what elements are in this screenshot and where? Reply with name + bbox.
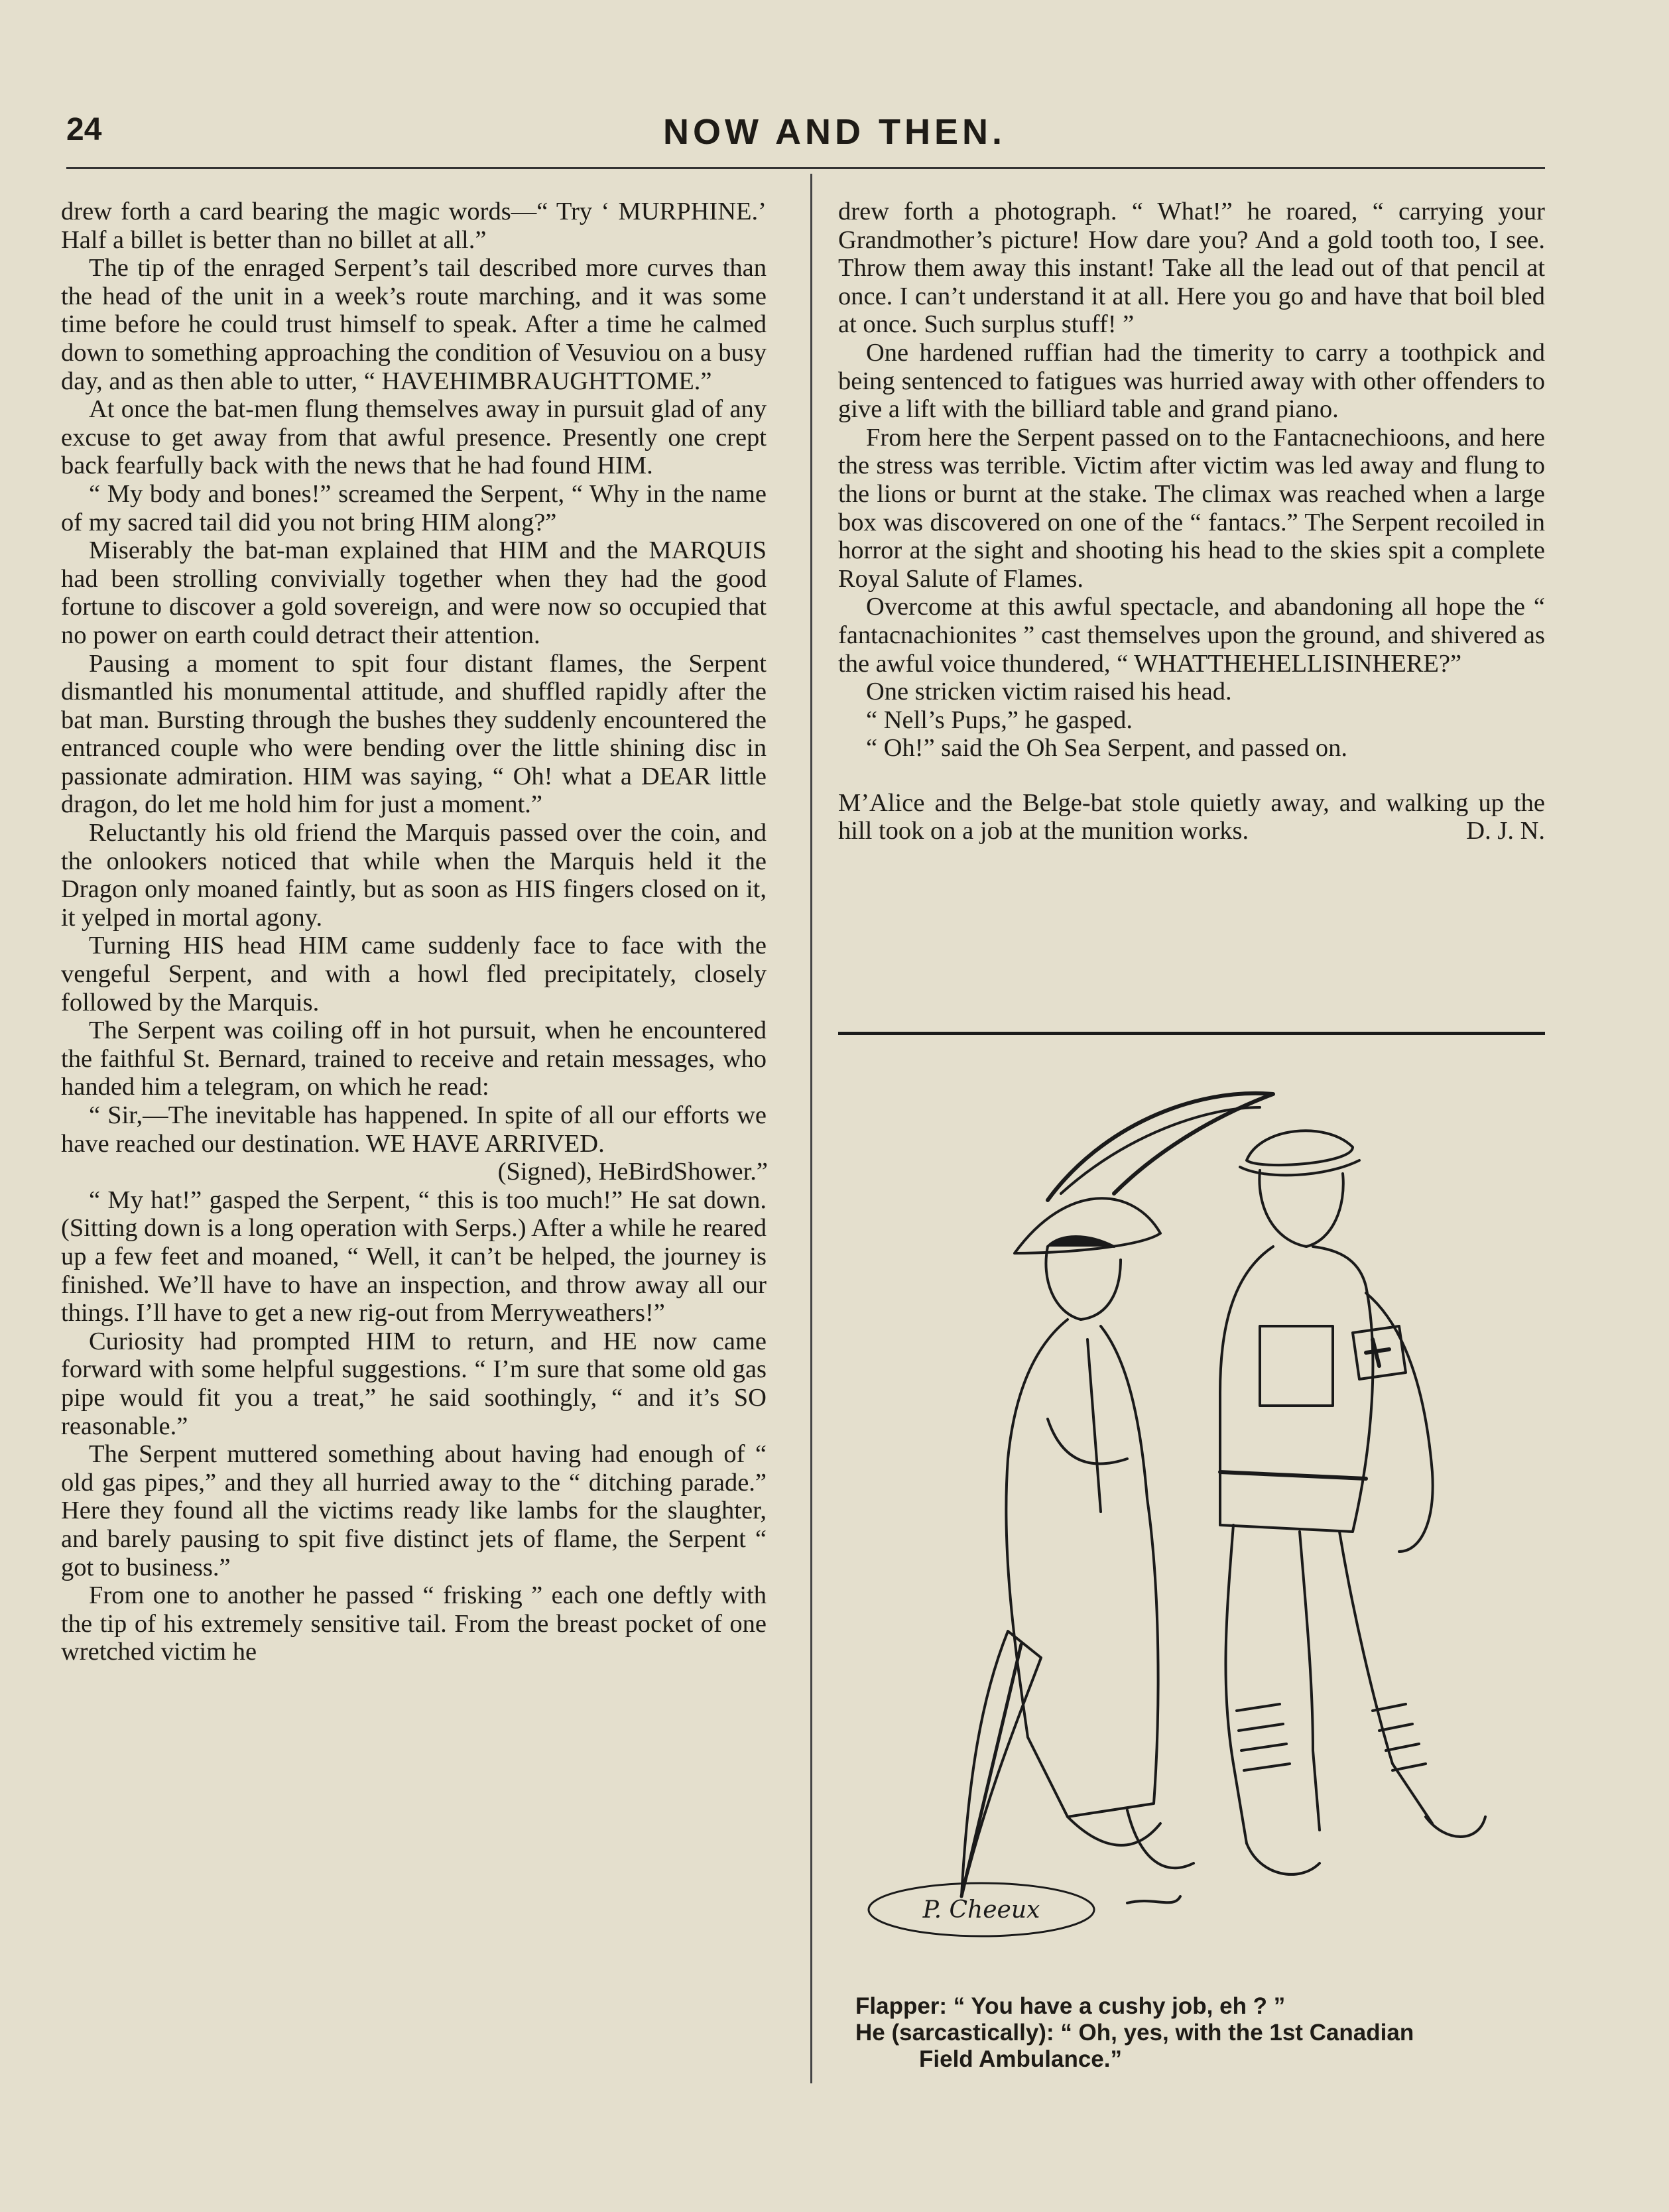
paragraph: One stricken victim raised his head. — [866, 678, 1232, 706]
caption-line: Field Ambulance.” — [919, 2046, 1122, 2072]
paragraph: The Serpent was coiling off in hot pursuit, when he encountered the faithful St. Bernard, trained to receive and retain messages, who handed him a telegram, on which he read: — [61, 1016, 767, 1101]
paragraph: Curiosity had prompted HIM to return, and HE now came forward with some helpful suggestions. “ I’m sure that some old gas pipe would fit you a treat,” he said soothingly, “ and it’s SO reasonable.” — [61, 1327, 767, 1440]
paragraph: One hardened ruffian had the timerity to carry a toothpick and being sentenced to fatigues was hurried away with other offenders to give a lift with the billiard table and grand piano. — [838, 338, 1545, 424]
paragraph: drew forth a photograph. “ What!” he roared, “ carrying your Grandmother’s picture! How dare you? And a gold tooth too, I see. Throw them away this instant! Take all the lead out of that pencil at once. I can’t understand it at all. Here you go and have that boil bled at once. Such surplus stuff! ” — [838, 198, 1545, 339]
left-column — [61, 198, 767, 1666]
page-title: NOW AND THEN. — [663, 112, 1006, 152]
paragraph: “ Oh!” said the Oh Sea Serpent, and passed on. — [866, 734, 1347, 763]
header-rule — [66, 167, 1545, 169]
page-number: 24 — [66, 112, 102, 147]
paragraph: From one to another he passed “ frisking ” each one deftly with the tip of his extremely sensitive tail. From the breast pocket of one wretched victim he — [61, 1581, 767, 1666]
cartoon-caption — [855, 1993, 1545, 2073]
paragraph: At once the bat-men flung themselves away in pursuit glad of any excuse to get away from that awful presence. Presently one crept back fearfully back with the news that he had found HIM. — [61, 395, 767, 480]
paragraph: Turning HIS head HIM came suddenly face to face with the vengeful Serpent, and with a howl fled precipitately, closely followed by the Marquis. — [61, 932, 767, 1016]
telegram-signature: (Signed), HeBirdShower.” — [497, 1158, 768, 1186]
story-end-rule — [838, 1032, 1545, 1035]
right-column — [838, 198, 1545, 845]
paragraph: “ My body and bones!” screamed the Serpent, “ Why in the name of my sacred tail did you not bring HIM along?” — [61, 479, 767, 536]
paragraph: “ Nell’s Pups,” he gasped. — [866, 706, 1133, 734]
paragraph: Miserably the bat-man explained that HIM and the MARQUIS had been strolling convivially together when they had the good fortune to discover a gold sovereign, and were now so occupied that no power on earth could detract their attention. — [61, 536, 767, 649]
paragraph: The tip of the enraged Serpent’s tail described more curves than the head of the unit in a week’s route marching, and it was some time before he could trust himself to speak. After a time he calmed down to something approaching the condition of Vesuviou on a busy day, and as then able to utter, “ HAVEHIMBRAUGHTTOME.” — [61, 254, 767, 395]
paragraph: Overcome at this awful spectacle, and abandoning all hope the “ fantacnachionites ” cast themselves upon the ground, and shivered as the awful voice thundered, “ WHATTHEHELLISINHERE?” — [838, 593, 1545, 678]
paragraph: “ My hat!” gasped the Serpent, “ this is too much!” He sat down. (Sitting down is a long operation with Serps.) After a while he reared up a few feet and moaned, “ Well, it can’t be helped, the journey is finished. We’ll have to have an inspection, and throw away all our things. I’ll have to get a new rig-out from Merryweathers!” — [61, 1186, 767, 1327]
column-divider — [810, 174, 812, 2083]
paragraph: Pausing a moment to spit four distant flames, the Serpent dismantled his monumental attitude, and shuffled rapidly after the bat man. Bursting through the bushes they suddenly encountered the entranced couple who were bending over the little shining disc in passionate admiration. HIM was saying, “ Oh! what a DEAR little dragon, do let me hold him for just a moment.” — [61, 649, 767, 819]
paragraph: Reluctantly his old friend the Marquis passed over the coin, and the onlookers noticed that while when the Marquis held it the Dragon only moaned faintly, but as soon as HIS fingers closed on it, it yelped in mortal agony. — [61, 819, 767, 932]
paragraph: drew forth a card bearing the magic words—“ Try ‘ MURPHINE.’ Half a billet is better than no billet at all.” — [61, 198, 767, 254]
cartoon-illustration — [849, 1048, 1532, 1983]
caption-line: He (sarcastically): “ Oh, yes, with the 1st Canadian — [855, 2020, 1414, 2046]
telegram-text: “ Sir,—The inevitable has happened. In spite of all our efforts we have reached our destination. WE HAVE ARRIVED. — [61, 1101, 767, 1158]
closing-paragraph — [838, 789, 1545, 845]
artist-signature: P. Cheeux — [922, 1896, 1040, 1924]
closing-text: M’Alice and the Belge-bat stole quietly away, and walking up the hill took on a job at the munition works. — [838, 788, 1545, 845]
paragraph: From here the Serpent passed on to the Fantacnechioons, and here the stress was terrible. Victim after victim was led away and flung to the lions or burnt at the stake. The climax was reached when a large box was discovered on one of the “ fantacs.” The Serpent recoiled in horror at the sight and shooting his head to the skies spit a complete Royal Salute of Flames. — [838, 423, 1545, 593]
caption-line: Flapper: “ You have a cushy job, eh ? ” — [855, 1993, 1286, 2019]
author-signature: D. J. N. — [1466, 817, 1545, 845]
paragraph: The Serpent muttered something about having had enough of “ old gas pipes,” and they all hurried away to the “ ditching parade.” Here they found all the victims ready like lambs for the slaughter, and barely pausing to spit five distinct jets of flame, the Serpent “ got to business.” — [61, 1440, 767, 1581]
